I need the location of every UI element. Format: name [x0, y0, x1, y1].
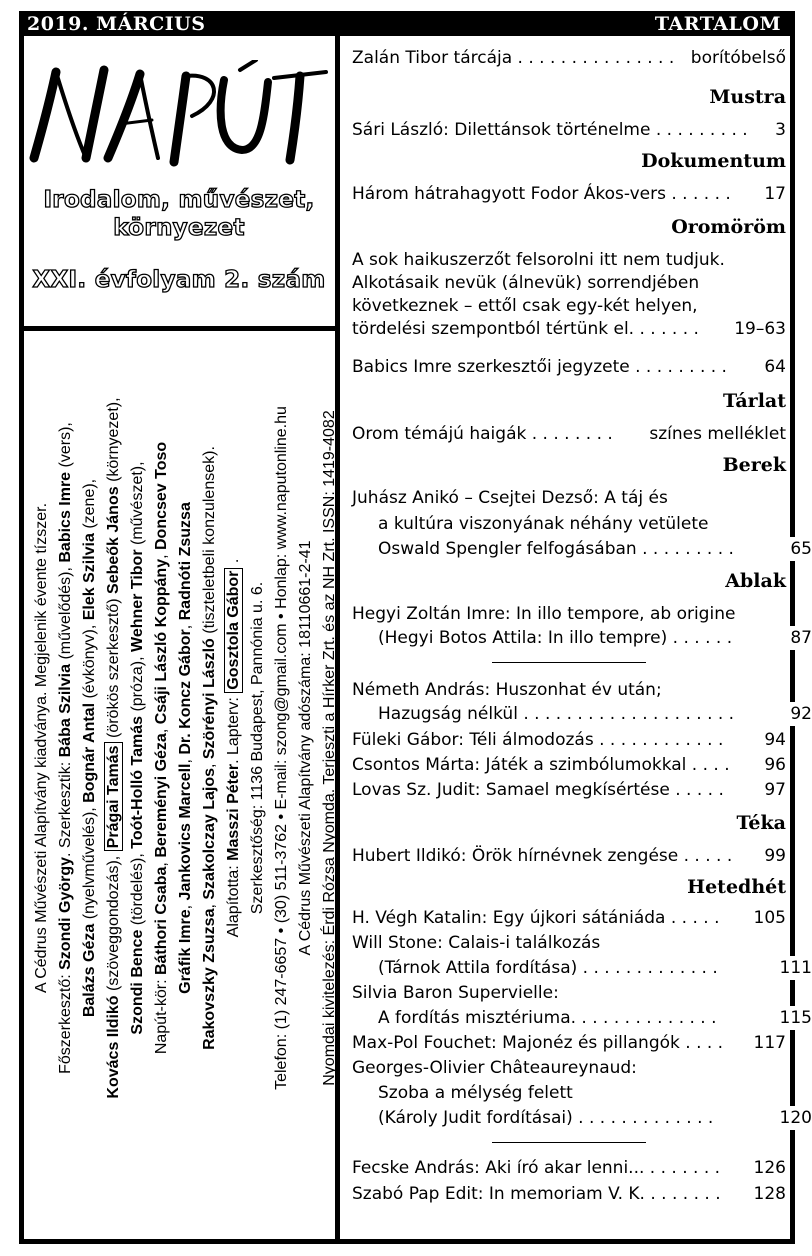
editor-name: Sebeők János [105, 486, 122, 594]
section-heading: Oromöröm [671, 216, 786, 238]
toc-title: Füleki Gábor: Téli álmodozás . . . . . . . . . . . . [352, 730, 724, 750]
imprint-text: , [177, 754, 194, 764]
editor-name: Kovács Ildikó [105, 995, 122, 1099]
toc-entry [352, 1156, 786, 1180]
toc-title: A sok haikuszerzőt felsorolni itt nem tudjuk. [352, 250, 725, 270]
section-heading: Mustra [709, 86, 786, 108]
toc-entry [352, 778, 786, 802]
toc-entry [352, 626, 812, 650]
toc-title: következnek – ettől csak egy-két helyen, [352, 296, 698, 316]
toc-title: Szabó Pap Edit: In memoriam V. K. . . . . . . . [352, 1184, 721, 1204]
toc-title: Alkotásaik nevük (álnevük) sorrendjében [352, 273, 700, 293]
toc-page: 17 [760, 182, 786, 206]
toc-page: színes melléklet [645, 422, 786, 446]
section-heading: Dokumentum [641, 150, 786, 172]
toc-entry [352, 956, 812, 980]
volume-number: XXI. évfolyam 2. szám [32, 267, 326, 293]
toc-title: Hazugság nélkül . . . . . . . . . . . . . . . . . . . . [378, 704, 735, 724]
toc-title: A fordítás misztériuma. . . . . . . . . . . . . . [378, 1008, 717, 1028]
toc-entry [352, 182, 786, 206]
section-heading: Berek [722, 454, 786, 476]
imprint-text: Alapította: [225, 860, 242, 938]
toc-entry [352, 753, 786, 777]
toc-entry [352, 931, 786, 955]
editor-name: Szondi Bence [129, 929, 146, 1035]
toc-entry [352, 118, 786, 142]
toc-title: Csontos Márta: Játék a szimbólumokkal . . . . [352, 755, 730, 775]
section-heading: Téka [736, 812, 786, 834]
toc-page: 92 [786, 702, 812, 726]
imprint-text: , [153, 724, 170, 734]
editor-name: Babics Imre [57, 471, 74, 563]
printing-info: Nyomdai kivitelezés: Érdi Rózsa Nyomda. Terjeszti a Hírker Zrt. és az NH Zrt. ISSN: 1419-4082 [321, 410, 338, 1086]
toc-entry [352, 1182, 786, 1206]
imprint-text: . [225, 558, 242, 568]
toc-entry [352, 248, 786, 272]
toc-entry [352, 422, 786, 446]
toc-entry [352, 271, 786, 295]
circle-member: Báthori Csaba [153, 866, 170, 976]
toc-page: 65 [786, 537, 812, 561]
separator-rule [492, 1142, 646, 1143]
toc-title: Lovas Sz. Judit: Samael megkísértése . . . . . [352, 780, 724, 800]
toc-title: Németh András: Huszonhat év után; [352, 680, 662, 700]
imprint-text: (tördelés), [129, 848, 146, 930]
toc-entry [352, 317, 786, 341]
toc-page: 64 [760, 355, 786, 379]
toc-page: 19–63 [730, 317, 786, 341]
toc-title: (Károly Judit fordításai) . . . . . . . . . . . . . [378, 1108, 714, 1128]
toc-title: Orom témájú haigák . . . . . . . . [352, 424, 613, 444]
toc-entry [352, 294, 786, 318]
imprint-text: (évkönyv), [81, 620, 98, 703]
toc-title: Három hátrahagyott Fodor Ákos-vers . . . . . . [352, 184, 731, 204]
toc-entry [352, 512, 812, 536]
circle-member: Bereményi Géza [153, 733, 170, 858]
imprint-line [54, 338, 78, 1158]
toc-page: 115 [776, 1006, 812, 1030]
toc-entry [352, 844, 786, 868]
toc-page: 99 [760, 844, 786, 868]
editor-name: Bognár Antal [81, 702, 98, 803]
editor-name: Wehner Tibor [129, 549, 146, 652]
imprint-text: , [153, 857, 170, 867]
toc-entry [352, 1056, 786, 1080]
toc-entry [352, 906, 786, 930]
imprint-text: (nyelvművelés), [81, 802, 98, 924]
toc-page: 87 [786, 626, 812, 650]
designer-name-boxed: Gosztola Gábor [224, 568, 243, 693]
toc-title: a kultúra viszonyának néhány vetülete [378, 514, 709, 534]
toc-page: 3 [771, 118, 786, 142]
toc-entry [352, 702, 812, 726]
imprint-text: , [153, 550, 170, 559]
imprint-line [198, 338, 222, 1158]
toc-title: Babics Imre szerkesztői jegyzete . . . . . . . . . [352, 357, 727, 377]
subtitle-line-1: Irodalom, művészet, [43, 187, 315, 213]
toc-entry [352, 1031, 786, 1055]
toc-title: (Tárnok Attila fordítása) . . . . . . . . . . . . . [378, 958, 718, 978]
editor-in-chief: Szondi György [57, 856, 74, 970]
toc-title: Max-Pol Fouchet: Majonéz és pillangók . . . . [352, 1033, 724, 1053]
toc-title: Hubert Ildikó: Örök hírnévnek zengése . . . . . [352, 846, 733, 866]
circle-member: Szörényi László [201, 638, 218, 760]
imprint-text: (vers), [57, 422, 74, 472]
imprint-text: , [201, 899, 218, 909]
contact-info: Telefon: (1) 247-6657 • (30) 511-3762 • E-mail: szong@gmail.com • Honlap: www.naputonline.hu [273, 406, 290, 1090]
imprint-text: Főszerkesztő: [57, 969, 74, 1074]
toc-page: 105 [750, 906, 786, 930]
circle-member: Radnóti Zsuzsa [177, 502, 194, 621]
toc-title: Hegyi Zoltán Imre: In illo tempore, ab origine [352, 604, 736, 624]
toc-entry [352, 1106, 812, 1130]
imprint-text: , [177, 900, 194, 910]
section-heading: Ablak [725, 570, 786, 592]
toc-entry [352, 678, 786, 702]
imprint-line [270, 338, 294, 1158]
toc-page: 128 [750, 1182, 786, 1206]
toc-entry [352, 537, 812, 561]
toc-title: Juhász Anikó – Csejtei Dezső: A táj és [352, 488, 668, 508]
imprint-line [102, 338, 126, 1158]
toc-title: H. Végh Katalin: Egy újkori sátániáda . . . . . [352, 908, 720, 928]
toc-entry [352, 981, 786, 1005]
editor-name: Toót-Holló Tamás [129, 716, 146, 849]
toc-page: 120 [776, 1106, 812, 1130]
imprint-text: . Szerkesztik: [57, 757, 74, 857]
imprint-line [150, 338, 174, 1158]
imprint-text: (művészet), [129, 461, 146, 550]
editorial-address: Szerkesztőség: 1136 Budapest, Pannónia u. 6. [249, 581, 266, 915]
circle-member: Gráfik Imre [177, 909, 194, 994]
imprint-text: A Cédrus Művészeti Alapítvány kiadványa. Megjelenik évente tízszer. [33, 502, 50, 994]
toc-page: 117 [750, 1031, 786, 1055]
toc-entry [352, 728, 786, 752]
imprint-text: Napút-kör: [153, 975, 170, 1055]
editor-name-boxed: Prágai Tamás [104, 742, 123, 851]
imprint-line [222, 338, 246, 1158]
toc-entry [352, 1081, 812, 1105]
toc-title: Szoba a mélység felett [378, 1083, 573, 1103]
toc-entry [352, 1006, 812, 1030]
imprint-block [30, 338, 338, 1158]
imprint-text: , [177, 620, 194, 630]
imprint-text: (szöveggondozás), [105, 851, 122, 996]
circle-member: Doncsev Toso [153, 441, 170, 550]
toc-title: Georges-Olivier Châteaureynaud: [352, 1058, 637, 1078]
imprint-line [126, 338, 150, 1158]
founder-name: Masszi Péter [225, 763, 242, 861]
editor-name: Bába Szilvia [57, 664, 74, 758]
imprint-line [294, 338, 318, 1158]
imprint-line [78, 338, 102, 1158]
issue-date: 2019. MÁRCIUS [27, 13, 206, 35]
header-bar [19, 11, 795, 36]
toc-entry [352, 46, 786, 70]
toc-title: Oswald Spengler felfogásában . . . . . . . . . [378, 539, 734, 559]
circle-member: Dr. Koncz Gábor [177, 629, 194, 755]
circle-member: Jankovics Marcell [177, 763, 194, 901]
imprint-text: (környezet), [105, 397, 122, 487]
toc-page: 111 [776, 956, 812, 980]
imprint-text: . Lapterv: [225, 692, 242, 764]
toc-page: 126 [750, 1156, 786, 1180]
toc-title: Fecske András: Aki író akar lenni... . . . . . . . [352, 1158, 721, 1178]
editor-name: Elek Szilvia [81, 533, 98, 621]
toc-title: Will Stone: Calais-i találkozás [352, 933, 601, 953]
toc-page: 94 [760, 728, 786, 752]
section-heading: Tárlat [723, 390, 786, 412]
toc-title: Zalán Tibor tárcája . . . . . . . . . . . . . . . [352, 48, 675, 68]
toc-page: borítóbelső [687, 46, 786, 70]
toc-page: 97 [760, 778, 786, 802]
toc-title: Silvia Baron Supervielle: [352, 983, 559, 1003]
contents-heading: TARTALOM [654, 13, 781, 35]
imprint-line [318, 338, 342, 1158]
toc-entry [352, 355, 786, 379]
imprint-text: (örökös szerkesztő) [105, 593, 122, 743]
imprint-text: , [201, 759, 218, 768]
toc-entry [352, 602, 786, 626]
separator-rule [492, 662, 646, 663]
imprint-text: (tiszteletbeli konzulensek). [201, 446, 218, 639]
toc-title: (Hegyi Botos Attila: In illo tempre) . . . . . . [378, 628, 733, 648]
circle-member: Csáji László Koppány [153, 558, 170, 725]
circle-member: Rakovszky Zsuzsa [201, 908, 218, 1050]
imprint-line [174, 338, 198, 1158]
toc-entry [352, 486, 786, 510]
editor-name: Balázs Géza [81, 923, 98, 1018]
toc-title: tördelési szempontból tértünk el. . . . . . . [352, 319, 699, 339]
imprint-text: (zene), [81, 478, 98, 534]
circle-member: Szakolczay Lajos [201, 768, 218, 900]
imprint-line [246, 338, 270, 1158]
imprint-text: (próza), [129, 651, 146, 716]
toc-title: Sári László: Dilettánsok történelme . . . . . . . . . [352, 120, 748, 140]
imprint-line [30, 338, 54, 1158]
imprint-text: (művelődés), [57, 562, 74, 664]
masthead-separator [19, 326, 337, 331]
tax-number: A Cédrus Művészeti Alapítvány adószáma: 18110661-2-41 [297, 540, 314, 956]
subtitle-line-2: környezet [113, 215, 245, 241]
napút-logo [28, 60, 328, 170]
toc-page: 96 [760, 753, 786, 777]
section-heading: Hetedhét [687, 876, 786, 898]
